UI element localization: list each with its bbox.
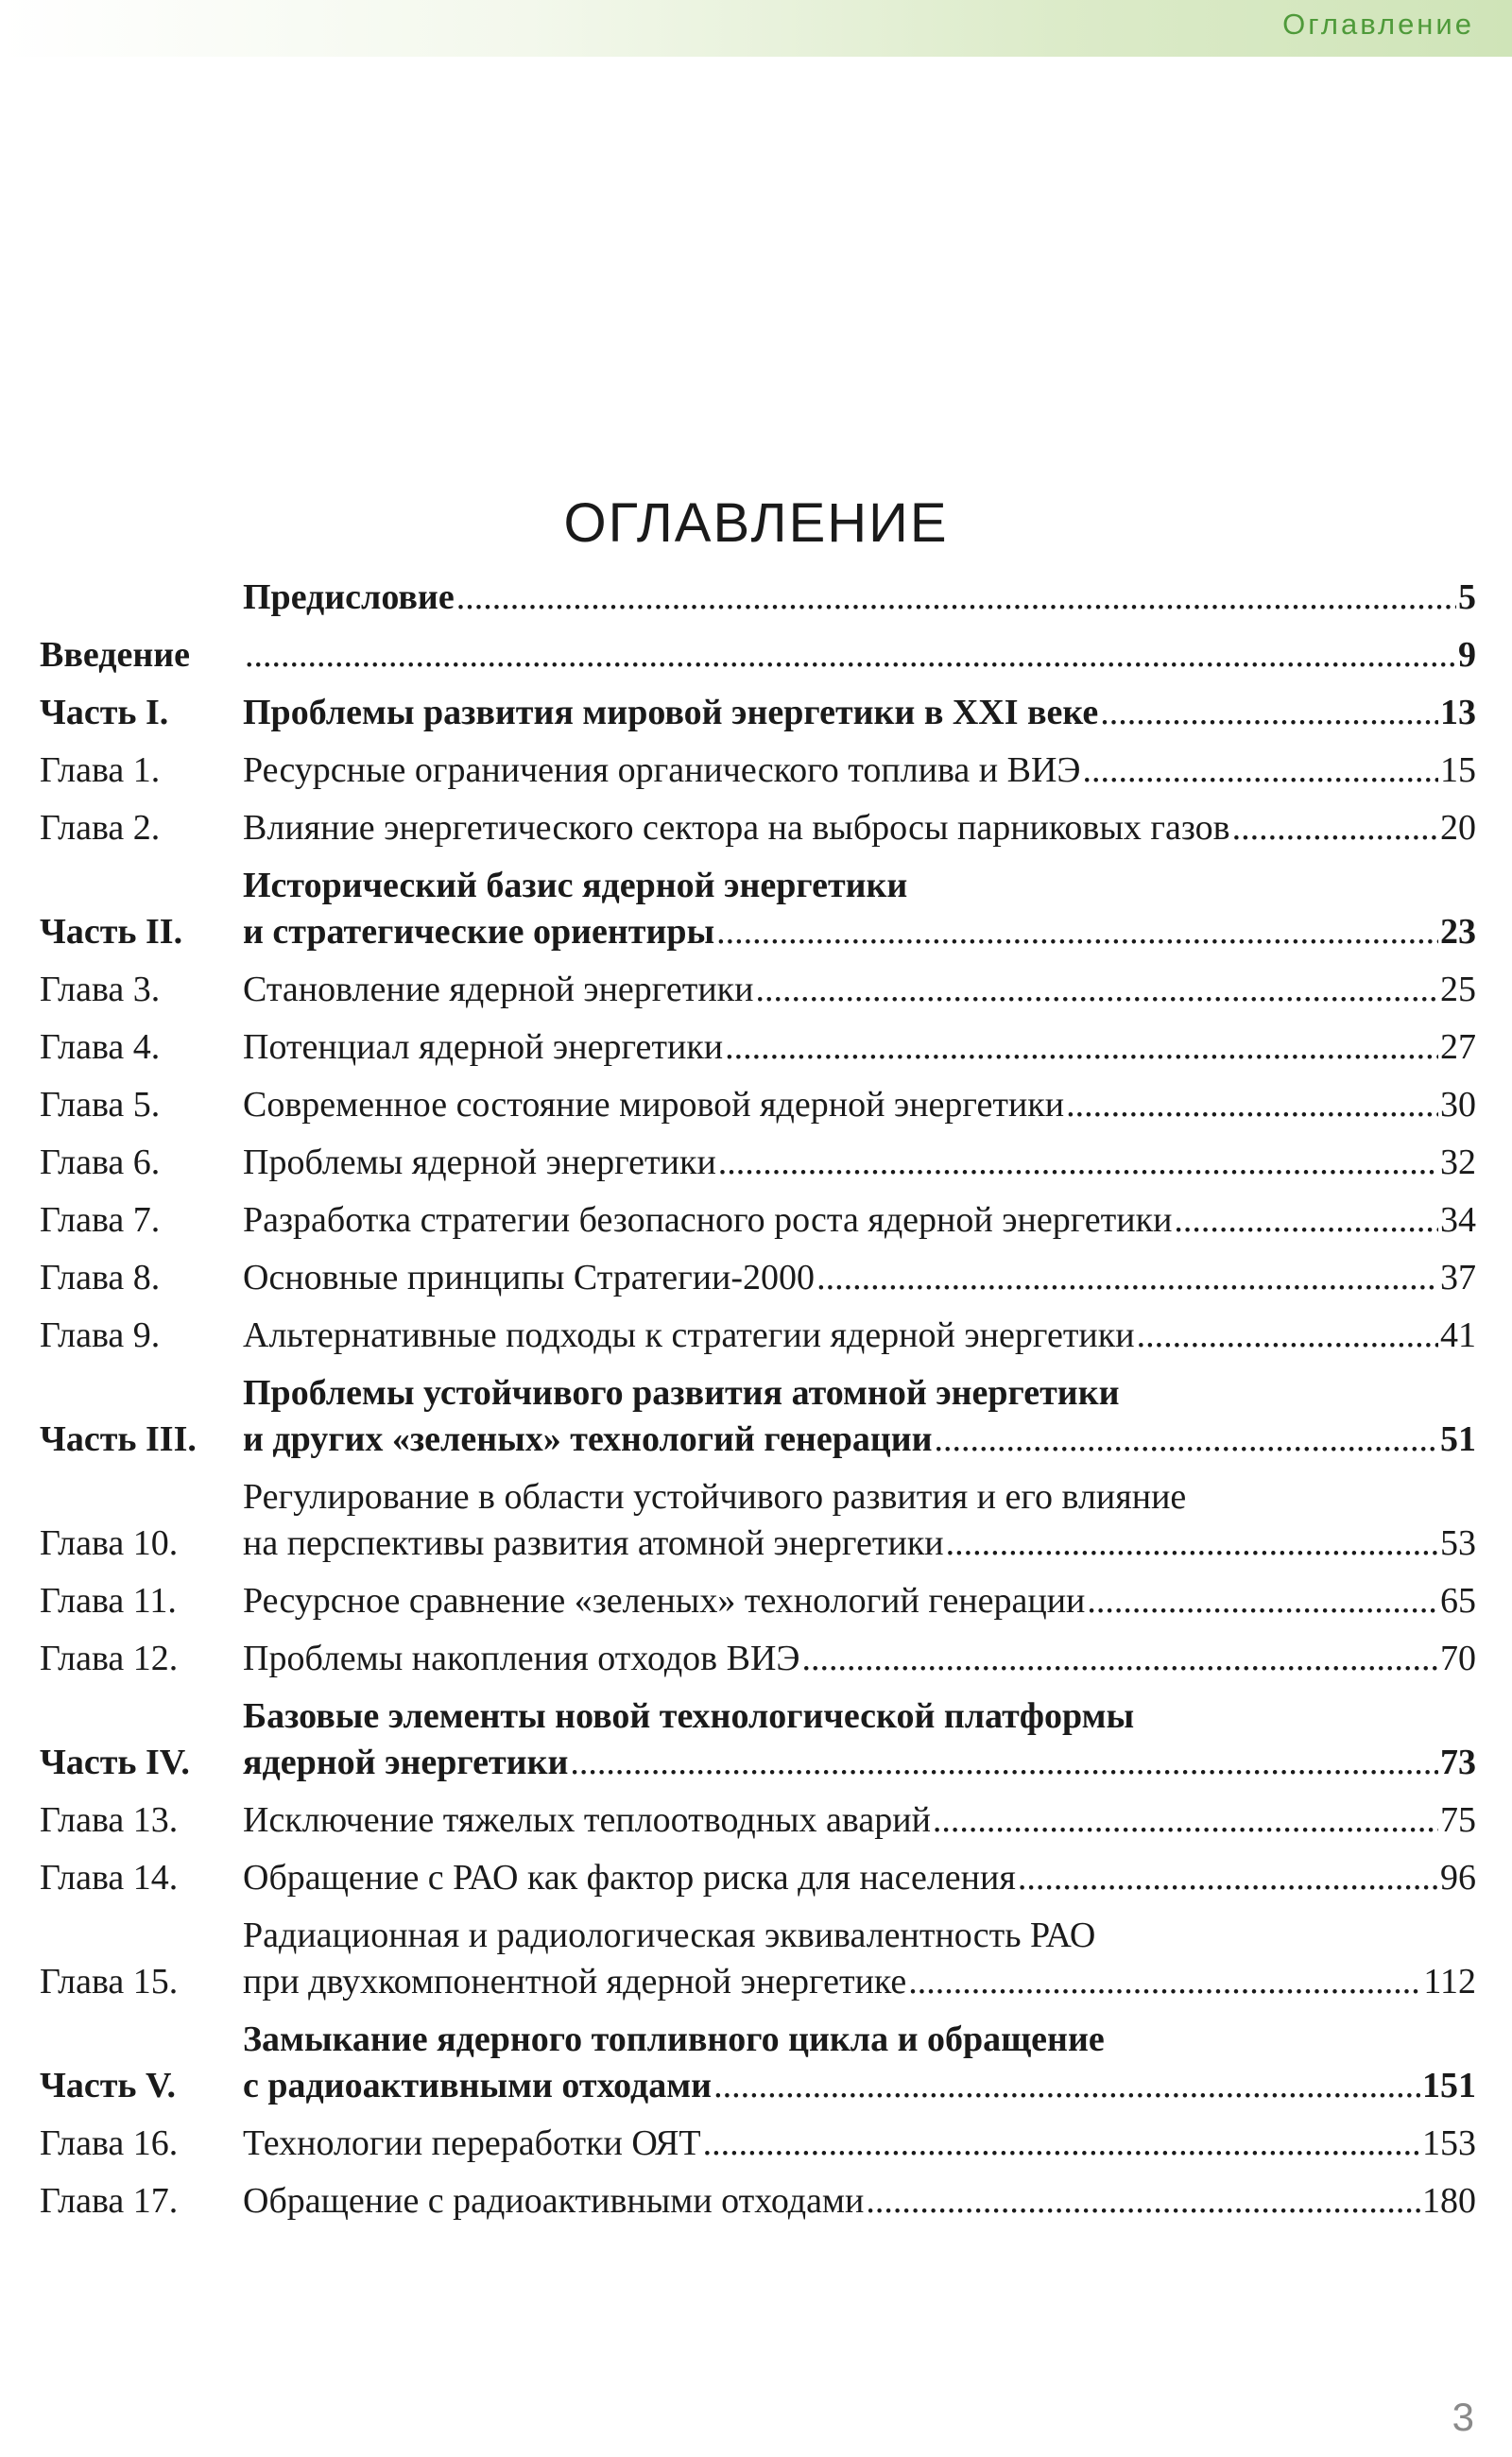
toc-entry[interactable] <box>40 632 1476 679</box>
toc-entry[interactable] <box>40 1693 1476 1786</box>
toc-entry-page: 32 <box>1440 1143 1476 1182</box>
toc-entry-label: Глава 9. <box>40 1315 161 1355</box>
toc-entry-label: Введение <box>40 635 190 675</box>
toc-entry-content <box>243 1913 1476 2005</box>
toc-entry-page: 75 <box>1440 1800 1476 1840</box>
toc-entry-line <box>243 1855 1476 1901</box>
dot-leader <box>570 1740 1438 1786</box>
toc-entry-content <box>243 863 1476 955</box>
toc-entry[interactable] <box>40 1474 1476 1567</box>
toc-entry-label: Глава 10. <box>40 1523 179 1563</box>
toc-entry-content <box>243 1474 1476 1567</box>
dot-leader <box>718 1140 1438 1186</box>
toc-entry-title: Исключение тяжелых теплоотводных аварий <box>243 1800 931 1840</box>
toc-entry-label: Глава 6. <box>40 1143 161 1182</box>
dot-leader <box>1137 1313 1438 1359</box>
toc-entry-page: 13 <box>1440 693 1476 732</box>
toc-entry-label: Глава 12. <box>40 1639 179 1678</box>
dot-leader <box>1087 1578 1438 1624</box>
toc-entry[interactable] <box>40 1855 1476 1901</box>
toc-entry[interactable] <box>40 1313 1476 1359</box>
dot-leader <box>1174 1197 1438 1244</box>
toc-entry-title: Становление ядерной энергетики <box>243 970 754 1009</box>
toc-entry-line <box>243 863 1476 909</box>
toc-entry-label: Глава 5. <box>40 1085 161 1125</box>
dot-leader <box>1100 690 1438 736</box>
toc-entry-label: Глава 17. <box>40 2181 179 2221</box>
toc-entry-line <box>243 1024 1476 1071</box>
toc-entry-content <box>243 1636 1476 1682</box>
toc-entry-page: 37 <box>1440 1258 1476 1297</box>
toc-entry-label: Часть IV. <box>40 1743 190 1782</box>
toc-entry-line <box>243 1417 1476 1463</box>
toc-entry-line <box>243 2017 1476 2063</box>
toc-entry[interactable] <box>40 575 1476 621</box>
toc-entry-label: Глава 8. <box>40 1258 161 1297</box>
toc-entry-page: 151 <box>1422 2066 1476 2105</box>
toc-entry-content <box>243 1693 1476 1786</box>
toc-entry-label: Часть V. <box>40 2066 177 2105</box>
toc-entry[interactable] <box>40 1913 1476 2005</box>
toc-entry-title: Исторический базис ядерной энергетики <box>243 866 908 905</box>
toc-entry-page: 23 <box>1440 912 1476 952</box>
dot-leader <box>946 1521 1438 1567</box>
toc-entry-title: Ресурсное сравнение «зеленых» технологий генерации <box>243 1581 1086 1621</box>
toc-entry[interactable] <box>40 1024 1476 1071</box>
toc-entry-label: Глава 2. <box>40 808 161 848</box>
toc-entry-content <box>243 1197 1476 1244</box>
toc-entry-content <box>243 632 1476 679</box>
toc-entry-page: 70 <box>1440 1639 1476 1678</box>
toc-entry[interactable] <box>40 1140 1476 1186</box>
toc-entry-page: 30 <box>1440 1085 1476 1125</box>
toc-entry-line <box>243 805 1476 851</box>
toc-entry-label: Глава 4. <box>40 1027 161 1067</box>
toc-entry-line <box>243 2178 1476 2225</box>
toc-entry-page: 20 <box>1440 808 1476 848</box>
toc-entry-label: Часть III. <box>40 1419 197 1459</box>
toc-entry[interactable] <box>40 1797 1476 1844</box>
toc-entry-label: Глава 14. <box>40 1858 179 1898</box>
toc-entry-line <box>243 1140 1476 1186</box>
toc-entry-title: Замыкание ядерного топливного цикла и обращение <box>243 2019 1105 2059</box>
toc-entry-page: 9 <box>1458 635 1476 675</box>
toc-entry-line <box>243 1578 1476 1624</box>
toc-entry-title: Влияние энергетического сектора на выбросы парниковых газов <box>243 808 1230 848</box>
toc-entry-line <box>243 967 1476 1013</box>
toc-entry[interactable] <box>40 1636 1476 1682</box>
toc-entry[interactable] <box>40 805 1476 851</box>
toc-entry-line <box>243 690 1476 736</box>
toc-entry-title: Альтернативные подходы к стратегии ядерной энергетики <box>243 1315 1135 1355</box>
toc-entry-content <box>243 967 1476 1013</box>
toc-entry-line <box>243 1082 1476 1128</box>
toc-entry-line <box>243 575 1476 621</box>
dot-leader <box>713 2063 1420 2109</box>
page-title: ОГЛАВЛЕНИЕ <box>563 492 949 554</box>
toc-entry-line <box>243 2121 1476 2167</box>
toc-entry-content <box>243 1082 1476 1128</box>
toc-entry-content <box>243 747 1476 794</box>
toc-entry-title: с радиоактивными отходами <box>243 2066 713 2105</box>
toc-entry-label: Глава 1. <box>40 750 161 790</box>
toc-entry-line <box>243 1255 1476 1301</box>
dot-leader <box>1066 1082 1438 1128</box>
toc-entry-line <box>243 632 1476 679</box>
toc-entry-page: 25 <box>1440 970 1476 1009</box>
toc-entry-page: 34 <box>1440 1200 1476 1240</box>
toc-entry-line <box>243 1636 1476 1682</box>
toc-entry[interactable] <box>40 1578 1476 1624</box>
toc-entry-line <box>243 1740 1476 1786</box>
toc-entry-line <box>243 1197 1476 1244</box>
toc-entry-title: Разработка стратегии безопасного роста ядерной энергетики <box>243 1200 1173 1240</box>
toc-entry-content <box>243 805 1476 851</box>
dot-leader <box>716 909 1438 955</box>
toc-entry[interactable] <box>40 1255 1476 1301</box>
toc-entry-page: 41 <box>1440 1315 1476 1355</box>
dot-leader <box>933 1797 1438 1844</box>
toc-entry-line <box>243 1370 1476 1417</box>
toc-entry-page: 96 <box>1440 1858 1476 1898</box>
toc-entry-title: Современное состояние мировой ядерной энергетики <box>243 1085 1065 1125</box>
toc-entry[interactable] <box>40 2178 1476 2225</box>
toc-entry-title: Проблемы устойчивого развития атомной энергетики <box>243 1373 1120 1413</box>
toc-entry[interactable] <box>40 1370 1476 1463</box>
dot-leader <box>1018 1855 1438 1901</box>
toc-entry-label: Часть II. <box>40 912 183 952</box>
dot-leader <box>1083 747 1438 794</box>
dot-leader <box>816 1255 1438 1301</box>
toc-entry-label: Глава 11. <box>40 1581 177 1621</box>
dot-leader <box>703 2121 1420 2167</box>
toc-entry-line <box>243 909 1476 955</box>
toc-entry-content <box>243 1140 1476 1186</box>
toc-entry-line <box>243 1959 1476 2005</box>
toc-entry-title: при двухкомпонентной ядерной энергетике <box>243 1962 907 2002</box>
toc-entry[interactable] <box>40 690 1476 736</box>
toc-entry-line <box>243 1913 1476 1959</box>
toc-entry[interactable] <box>40 1082 1476 1128</box>
toc-entry-title: и стратегические ориентиры <box>243 912 715 952</box>
toc-entry-title: ядерной энергетики <box>243 1743 569 1782</box>
toc-entry-content <box>243 1313 1476 1359</box>
toc-entry-title: на перспективы развития атомной энергетики <box>243 1523 944 1563</box>
toc-entry-content <box>243 575 1476 621</box>
dot-leader <box>245 632 1456 679</box>
dot-leader <box>935 1417 1438 1463</box>
dot-leader <box>725 1024 1438 1071</box>
toc-entry[interactable] <box>40 863 1476 955</box>
toc-entry-title: Проблемы развития мировой энергетики в XXI веке <box>243 693 1099 732</box>
dot-leader <box>802 1636 1438 1682</box>
toc-entry-line <box>243 1521 1476 1567</box>
toc-entry-title: Регулирование в области устойчивого развития и его влияние <box>243 1477 1187 1517</box>
toc-entry-content <box>243 2017 1476 2109</box>
toc-entry-label: Глава 3. <box>40 970 161 1009</box>
toc-entry-label: Глава 16. <box>40 2123 179 2163</box>
toc-entry[interactable] <box>40 2121 1476 2167</box>
toc-entry-line <box>243 1474 1476 1521</box>
dot-leader <box>1232 805 1438 851</box>
toc-entry-title: Обращение с радиоактивными отходами <box>243 2181 865 2221</box>
toc-entry[interactable] <box>40 2017 1476 2109</box>
toc-entry-label: Часть I. <box>40 693 169 732</box>
toc-entry-page: 73 <box>1440 1743 1476 1782</box>
toc-entry-content <box>243 1578 1476 1624</box>
toc-entry-content <box>243 1370 1476 1463</box>
toc-entry-title: Базовые элементы новой технологической платформы <box>243 1696 1135 1736</box>
toc-entry-title: Технологии переработки ОЯТ <box>243 2123 701 2163</box>
dot-leader <box>866 2178 1420 2225</box>
toc-entry-line <box>243 1313 1476 1359</box>
toc-entry-title: Проблемы накопления отходов ВИЭ <box>243 1639 800 1678</box>
toc-entry-content <box>243 1797 1476 1844</box>
toc-entry-page: 112 <box>1423 1962 1476 2002</box>
toc-entry-content <box>243 1024 1476 1071</box>
toc-entry-content <box>243 690 1476 736</box>
toc-entry-content <box>243 2178 1476 2225</box>
toc-entry[interactable] <box>40 747 1476 794</box>
toc-entry-title: Обращение с РАО как фактор риска для населения <box>243 1858 1016 1898</box>
toc-entry-line <box>243 1797 1476 1844</box>
toc-entry-title: Радиационная и радиологическая эквивалентность РАО <box>243 1916 1096 1955</box>
dot-leader <box>456 575 1456 621</box>
toc-entry-content <box>243 1855 1476 1901</box>
toc-entry-page: 180 <box>1422 2181 1476 2221</box>
toc-entry[interactable] <box>40 1197 1476 1244</box>
toc-entry-line <box>243 747 1476 794</box>
toc-entry-label: Глава 13. <box>40 1800 179 1840</box>
toc-entry-title: Ресурсные ограничения органического топлива и ВИЭ <box>243 750 1081 790</box>
toc-entry-label: Глава 15. <box>40 1962 179 2002</box>
toc-entry-page: 51 <box>1440 1419 1476 1459</box>
toc-entry-page: 53 <box>1440 1523 1476 1563</box>
toc-entry-title: Предисловие <box>243 577 455 617</box>
toc-entry-page: 27 <box>1440 1027 1476 1067</box>
toc-entry-page: 153 <box>1422 2123 1476 2163</box>
table-of-contents <box>40 575 1476 2225</box>
toc-entry-line <box>243 2063 1476 2109</box>
running-head: Оглавление <box>1282 8 1474 41</box>
toc-entry-title: Проблемы ядерной энергетики <box>243 1143 716 1182</box>
toc-entry-content <box>243 1255 1476 1301</box>
toc-entry-page: 15 <box>1440 750 1476 790</box>
toc-entry-page: 65 <box>1440 1581 1476 1621</box>
toc-entry-title: и других «зеленых» технологий генерации <box>243 1419 933 1459</box>
toc-entry-line <box>243 1693 1476 1740</box>
dot-leader <box>908 1959 1421 2005</box>
toc-entry[interactable] <box>40 967 1476 1013</box>
toc-entry-title: Потенциал ядерной энергетики <box>243 1027 724 1067</box>
toc-entry-title: Основные принципы Стратегии-2000 <box>243 1258 816 1297</box>
toc-entry-label: Глава 7. <box>40 1200 161 1240</box>
toc-entry-content <box>243 2121 1476 2167</box>
dot-leader <box>755 967 1438 1013</box>
toc-entry-page: 5 <box>1458 577 1476 617</box>
page-number: 3 <box>1452 2395 1474 2439</box>
